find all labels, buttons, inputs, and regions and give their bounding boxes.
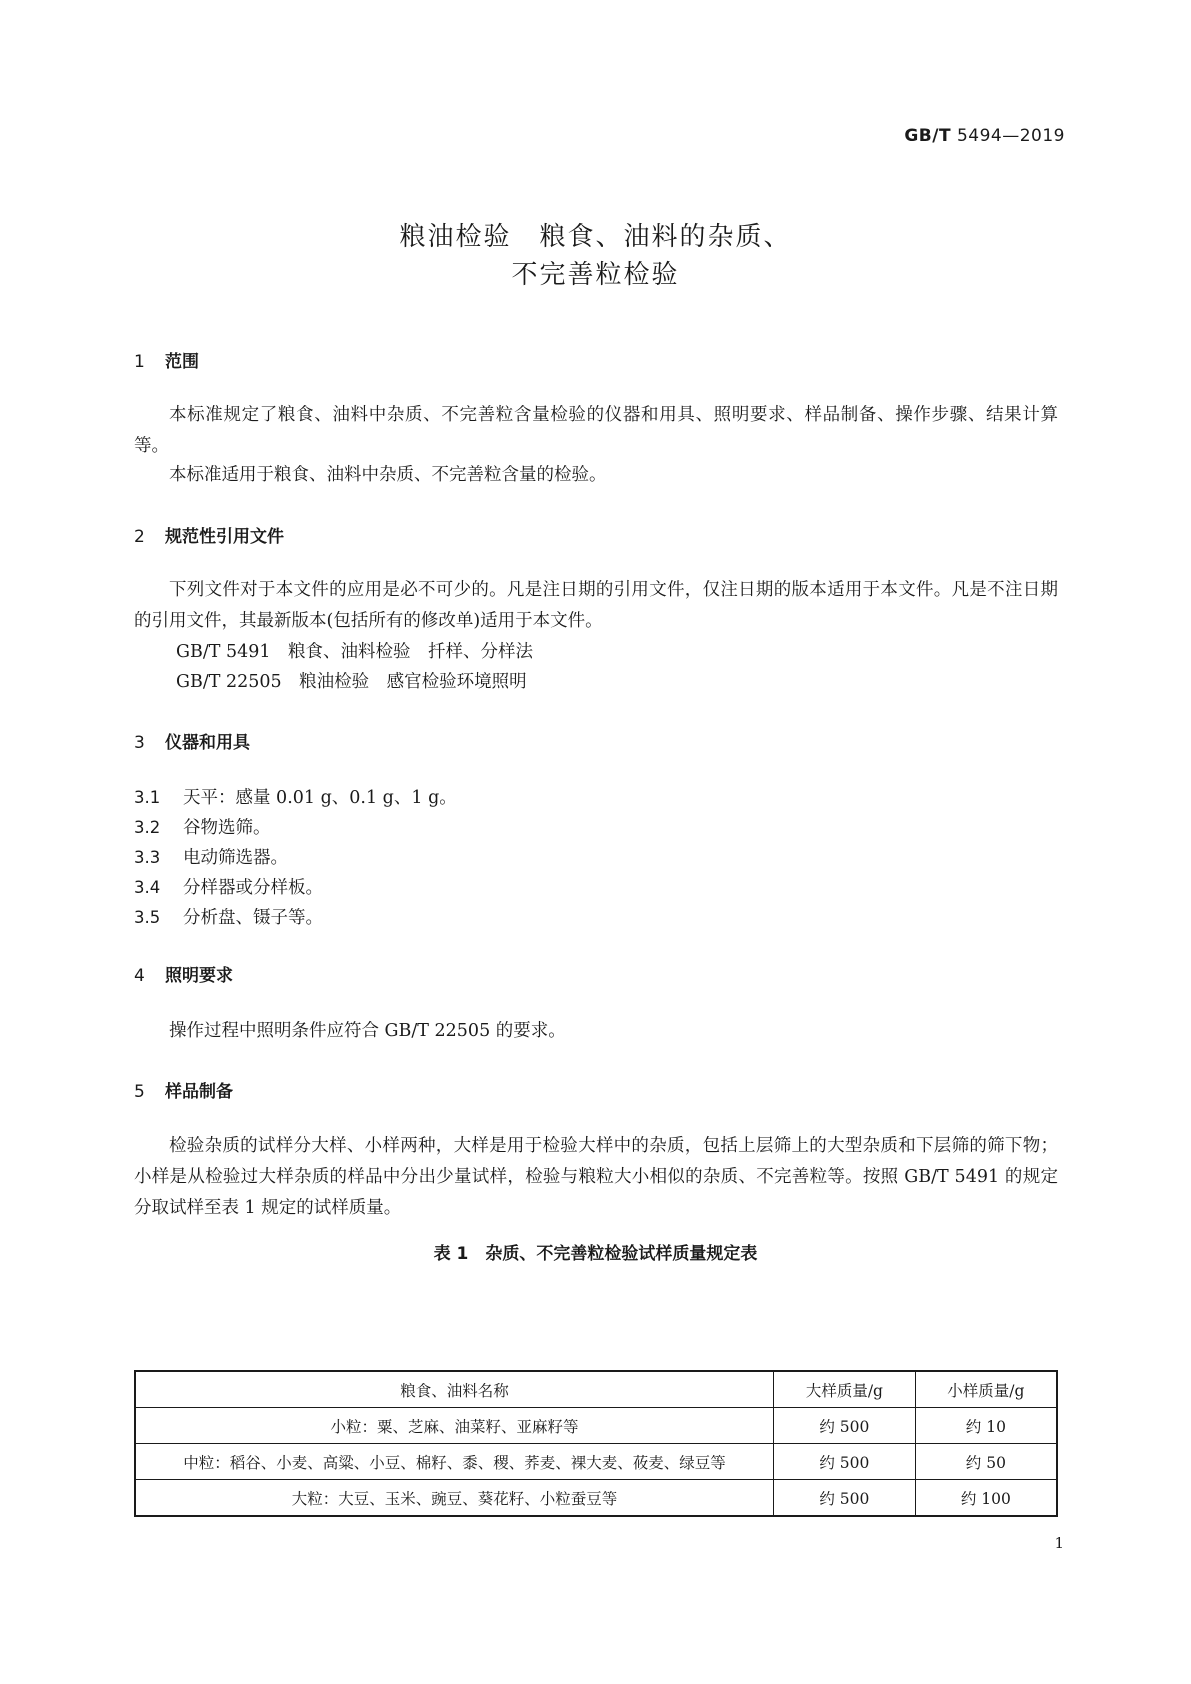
- section-2-paragraph-1: 下列文件对于本文件的应用是必不可少的。凡是注日期的引用文件，仅注日期的版本适用于本文件。凡是不注日期的引用文件，其最新版本(包括所有的修改单)适用于本文件。: [134, 580, 1058, 631]
- table-cell: 大粒：大豆、玉米、豌豆、葵花籽、小粒蚕豆等: [135, 1480, 774, 1517]
- table-cell: 小粒：粟、芝麻、油菜籽、亚麻籽等: [135, 1408, 774, 1444]
- section-5-paragraph-1: 检验杂质的试样分大样、小样两种，大样是用于检验大样中的杂质，包括上层筛上的大型杂质和下层筛的筛下物；小样是从检验过大样杂质的样品中分出少量试样，检验与粮粒大小相似的杂质、不完善粒等。按照 GB/T 5491 的规定分取试样至表 1 规定的试样质量。: [134, 1136, 1058, 1218]
- instrument-item: 3.5 分析盘、镊子等。: [134, 908, 323, 928]
- table-cell: 约 50: [915, 1444, 1057, 1480]
- table-header-cell: 小样质量/g: [915, 1371, 1057, 1408]
- instrument-item: 3.1 天平：感量 0.01 g、0.1 g、1 g。: [134, 788, 457, 808]
- table-cell: 约 100: [915, 1480, 1057, 1517]
- table-header-cell: 粮食、油料名称: [135, 1371, 774, 1408]
- section-2-heading: 2 规范性引用文件: [134, 527, 284, 547]
- instrument-item: 3.4 分样器或分样板。: [134, 878, 323, 898]
- section-4-paragraph-1: 操作过程中照明条件应符合 GB/T 22505 的要求。: [169, 1021, 566, 1041]
- table-1-title: 表 1 杂质、不完善粒检验试样质量规定表: [433, 1244, 758, 1264]
- table-cell: 约 10: [915, 1408, 1057, 1444]
- table-header-row: [135, 1371, 1057, 1408]
- section-1-paragraph-2: 本标准适用于粮食、油料中杂质、不完善粒含量的检验。: [169, 465, 607, 485]
- table-cell: 约 500: [774, 1480, 916, 1517]
- section-5-heading: 5 样品制备: [134, 1082, 233, 1102]
- section-1-heading: 1 范围: [134, 352, 199, 372]
- section-1-paragraph-1: 本标准规定了粮食、油料中杂质、不完善粒含量检验的仪器和用具、照明要求、样品制备、操作步骤、结果计算等。: [134, 405, 1058, 456]
- table-cell: 中粒：稻谷、小麦、高粱、小豆、棉籽、黍、稷、荞麦、裸大麦、莜麦、绿豆等: [135, 1444, 774, 1480]
- normative-reference-1: GB/T 5491 粮食、油料检验 扦样、分样法: [176, 642, 534, 662]
- instrument-item: 3.2 谷物选筛。: [134, 818, 271, 838]
- table-row: [135, 1444, 1057, 1480]
- document-title-line-2: 不完善粒检验: [511, 260, 680, 290]
- standard-code: GB/T 5494—2019: [904, 126, 1065, 146]
- normative-reference-2: GB/T 22505 粮油检验 感官检验环境照明: [176, 672, 527, 692]
- section-4-heading: 4 照明要求: [134, 966, 233, 986]
- table-header-cell: 大样质量/g: [774, 1371, 916, 1408]
- table-row: [135, 1480, 1057, 1517]
- section-3-heading: 3 仪器和用具: [134, 733, 250, 753]
- table-cell: 约 500: [774, 1408, 916, 1444]
- table-cell: 约 500: [774, 1444, 916, 1480]
- document-title-line-1: 粮油检验 粮食、油料的杂质、: [399, 222, 792, 252]
- instrument-item: 3.3 电动筛选器。: [134, 848, 288, 868]
- sample-mass-table: [134, 1370, 1058, 1517]
- page-number: 1: [1054, 1534, 1064, 1552]
- table-row: [135, 1408, 1057, 1444]
